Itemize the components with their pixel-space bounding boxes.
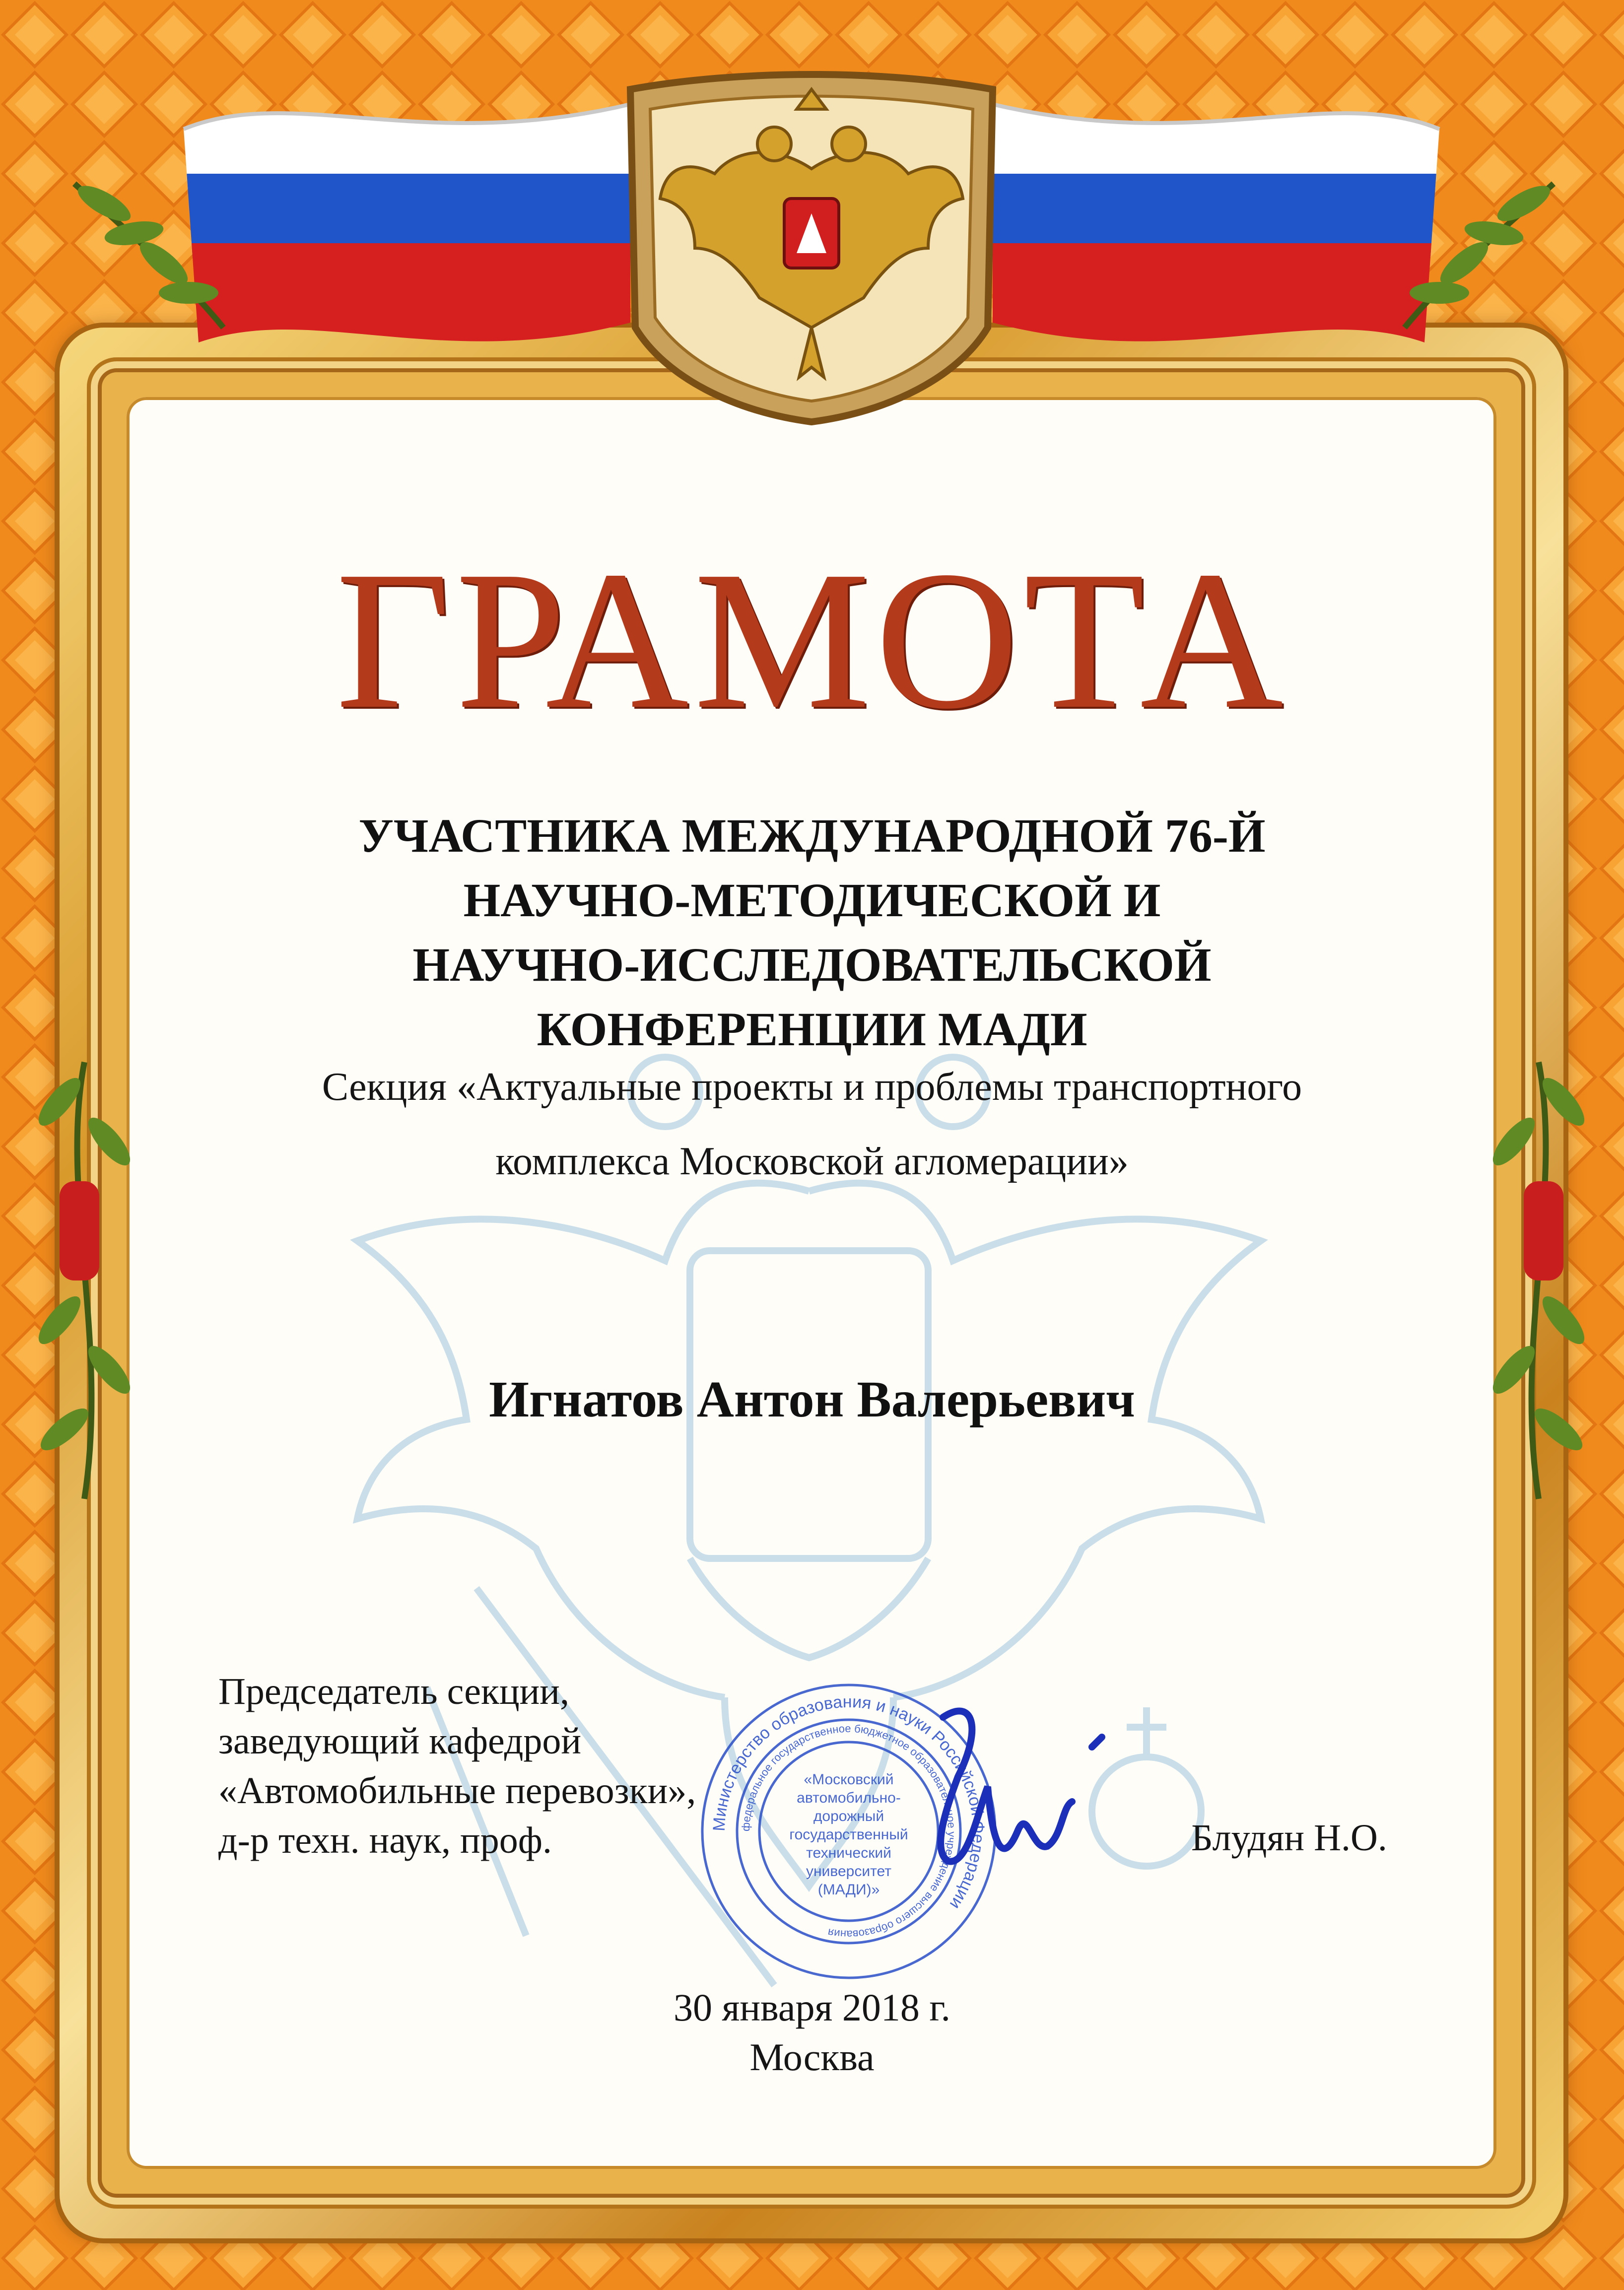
section-line-2: комплекса Московской агломерации» xyxy=(495,1140,1129,1183)
laurel-branch-icon xyxy=(30,1042,139,1519)
stamp-inner-text: федеральное государственное бюджетное образовательное учреждение высшего образования xyxy=(739,1722,958,1941)
stamp-outer-text: Министерство образования и науки Российской Федерации xyxy=(709,1692,988,1913)
double-headed-eagle-icon xyxy=(610,69,1013,427)
signer-title-line-4: д-р техн. наук, проф. xyxy=(218,1819,552,1861)
signer-title-line-3: «Автомобильные перевозки», xyxy=(218,1770,696,1812)
signer-title-line-1: Председатель секции, xyxy=(218,1671,569,1712)
stamp-line-7: (МАДИ)» xyxy=(817,1882,880,1898)
laurel-branch-icon xyxy=(60,164,238,342)
handwritten-signature xyxy=(883,1687,1132,1896)
heading-line-2: НАУЧНО-МЕТОДИЧЕСКОЙ И xyxy=(463,874,1161,927)
stamp-line-2: автомобильно- xyxy=(797,1790,901,1806)
heading-line-4: КОНФЕРЕНЦИИ МАДИ xyxy=(537,1003,1087,1056)
stamp-line-6: университет xyxy=(806,1863,891,1880)
laurel-branch-icon xyxy=(1390,164,1568,342)
section-line-1: Секция «Актуальные проекты и проблемы транспортного xyxy=(322,1065,1302,1109)
stamp-line-3: дорожный xyxy=(813,1808,884,1824)
russian-flag-right xyxy=(973,74,1459,352)
heading-line-1: УЧАСТНИКА МЕЖДУНАРОДНОЙ 76-Й xyxy=(358,809,1266,862)
heading-line-3: НАУЧНО-ИССЛЕДОВАТЕЛЬСКОЙ xyxy=(412,938,1212,991)
signer-name: Блудян Н.О. xyxy=(1191,1817,1387,1859)
certificate-title: ГРАМОТА xyxy=(336,530,1288,750)
issue-date: 30 января 2018 г. xyxy=(673,1986,951,2029)
stamp-line-4: государственный xyxy=(789,1826,908,1843)
stamp-line-1: «Московский xyxy=(804,1771,894,1788)
issue-city: Москва xyxy=(749,2035,875,2079)
stamp-line-5: технический xyxy=(806,1845,891,1861)
recipient-name: Игнатов Антон Валерьевич xyxy=(489,1371,1135,1428)
signer-title-line-2: заведующий кафедрой xyxy=(218,1720,582,1762)
laurel-branch-icon xyxy=(1484,1042,1593,1519)
